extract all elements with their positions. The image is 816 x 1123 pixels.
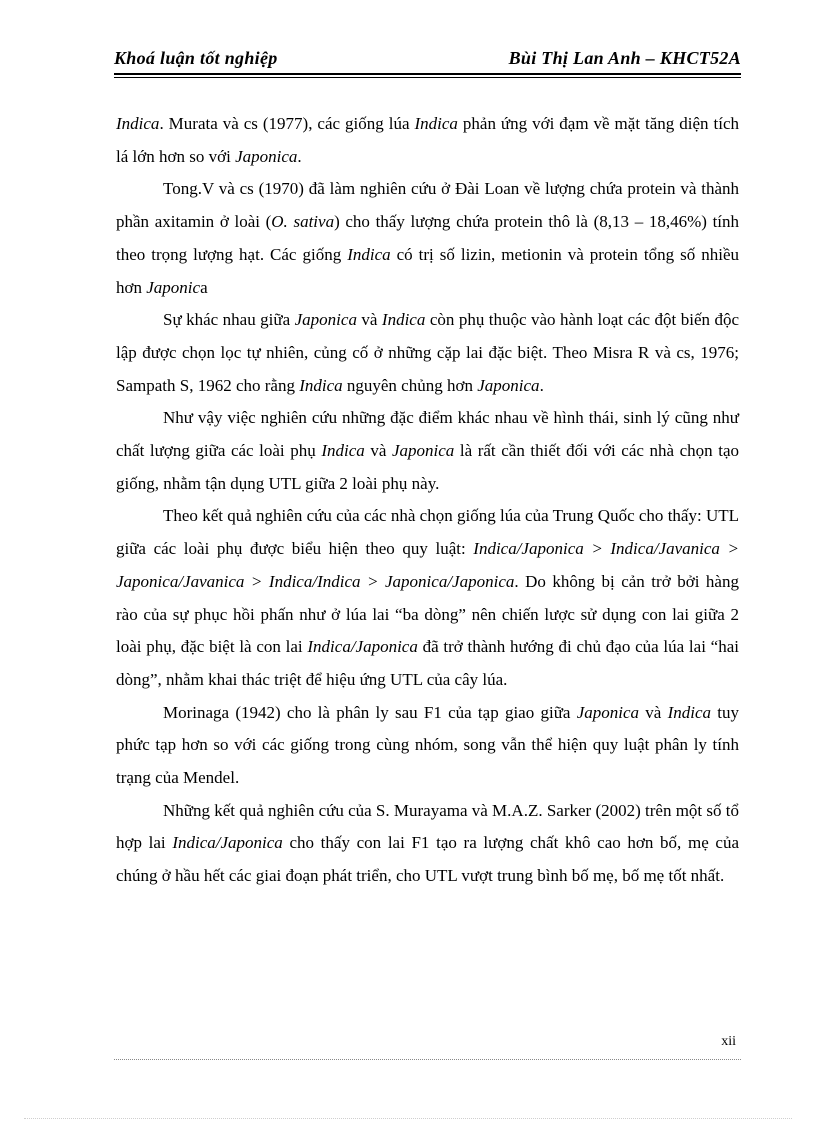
text-run: phản ứng với đạm về mặt tăng diện tích lá lớn hơn so với: [116, 114, 739, 166]
italic-term: Japonica: [477, 375, 540, 395]
text-run: Như vậy việc nghiên cứu những đặc điểm khác nhau về hình thái, sinh lý cũng như chất lượng giữa các loài phụ: [116, 408, 739, 461]
paragraph-2: [116, 173, 739, 304]
italic-term: Japonica: [235, 146, 298, 166]
paragraph-3: [116, 304, 739, 402]
text-run: Morinaga (1942) cho là phân ly sau F1 của tạp giao giữa: [163, 702, 577, 722]
text-run: Những kết quả nghiên cứu của S. Murayama và M.A.Z. Sarker (2002) trên một số tổ hợp lai: [116, 800, 739, 853]
text-run: cho thấy con lai F1 tạo ra lượng chất khô cao hơn bố, mẹ của chúng ở hầu hết các giai đoạn phát triển, cho UTL vượt trung bình bố mẹ, bố mẹ tốt nhất.: [116, 833, 740, 886]
page-number: xii: [721, 1034, 736, 1049]
text-run: .: [539, 375, 544, 395]
text-run: đã trở thành hướng đi chủ đạo của lúa lai “hai dòng”, nhằm khai thác triệt để hiệu ứng UTL của cây lúa.: [116, 637, 739, 689]
text-run: Tong.V và cs (1970) đã làm nghiên cứu ở Đài Loan về lượng chứa protein và thành phần axitamin ở loài (: [116, 179, 739, 232]
text-run: nguyên chủng hơn: [342, 375, 478, 395]
italic-term: Indica/Japonica > Indica/Javanica > Japonica/Javanica > Indica/Indica > Japonica/Japonica: [116, 539, 739, 591]
paragraph-4: [116, 402, 739, 500]
italic-term: Japonic: [146, 277, 201, 297]
text-run: và: [364, 441, 392, 461]
italic-term: Indica: [667, 702, 712, 722]
italic-term: Indica: [321, 441, 365, 461]
italic-term: Japonica: [576, 702, 640, 722]
text-run: a: [200, 277, 208, 297]
header-rule-thin: [114, 77, 741, 78]
italic-term: Indica/Japonica: [172, 833, 283, 853]
text-run: Sự khác nhau giữa: [163, 310, 295, 330]
text-run: ) cho thấy lượng chứa protein thô là (8,13 – 18,46%) tính theo trọng lượng hạt. Các giống: [116, 212, 740, 264]
italic-term: Japonica: [391, 441, 455, 461]
header-rule: [114, 73, 741, 75]
text-run: . Murata và cs (1977), các giống lúa: [159, 114, 415, 133]
page-header: [114, 48, 741, 78]
text-run: và: [356, 310, 382, 330]
italic-term: Japonica: [294, 310, 357, 330]
text-run: và: [639, 702, 668, 722]
text-run: có trị số lizin, metionin và protein tổng số nhiều hơn: [116, 244, 739, 297]
text-run: Theo kết quả nghiên cứu của các nhà chọn giống lúa của Trung Quốc cho thấy: UTL giữa các loài phụ được biểu hiện theo quy luật:: [116, 506, 739, 559]
italic-term: Indica: [299, 375, 343, 395]
italic-term: Indica/Japonica: [307, 637, 418, 657]
paragraph-1: [116, 108, 739, 173]
italic-term: Indica: [347, 244, 391, 264]
italic-term: Indica: [381, 310, 426, 330]
text-run: tuy phức tạp hơn so với các giống trong cùng nhóm, song vẫn thể hiện quy luật phân ly tính trạng của Mendel.: [116, 702, 739, 788]
paragraph-7: [116, 795, 739, 893]
italic-term: Indica: [116, 114, 160, 133]
italic-term: Indica: [414, 114, 458, 133]
text-run: là rất cần thiết đối với các nhà chọn tạo giống, nhằm tận dụng UTL giữa 2 loài phụ này.: [116, 441, 740, 493]
page-edge-divider: [24, 1118, 792, 1119]
footer-rule: [114, 1059, 741, 1060]
paragraph-6: [116, 697, 739, 795]
italic-term: O. sativa: [271, 212, 335, 232]
body-text: [116, 108, 739, 893]
header-author: Bùi Thị Lan Anh – KHCT52A: [508, 48, 741, 68]
text-run: còn phụ thuộc vào hành loạt các đột biến độc lập được chọn lọc tự nhiên, củng cố ở những cặp lai đặc biệt. Theo Misra R và cs, 1976; Sampath S, 1962 cho rằng: [116, 310, 739, 395]
header-thesis-label: Khoá luận tốt nghiệp: [114, 48, 278, 68]
text-run: . Do không bị cản trở bởi hàng rào của sự phục hồi phấn như ở lúa lai “ba dòng” nên chiến lược sử dụng con lai giữa 2 loài phụ, đặc biệt là con lai: [116, 571, 739, 657]
text-run: .: [297, 146, 302, 166]
paragraph-5: [116, 500, 739, 696]
